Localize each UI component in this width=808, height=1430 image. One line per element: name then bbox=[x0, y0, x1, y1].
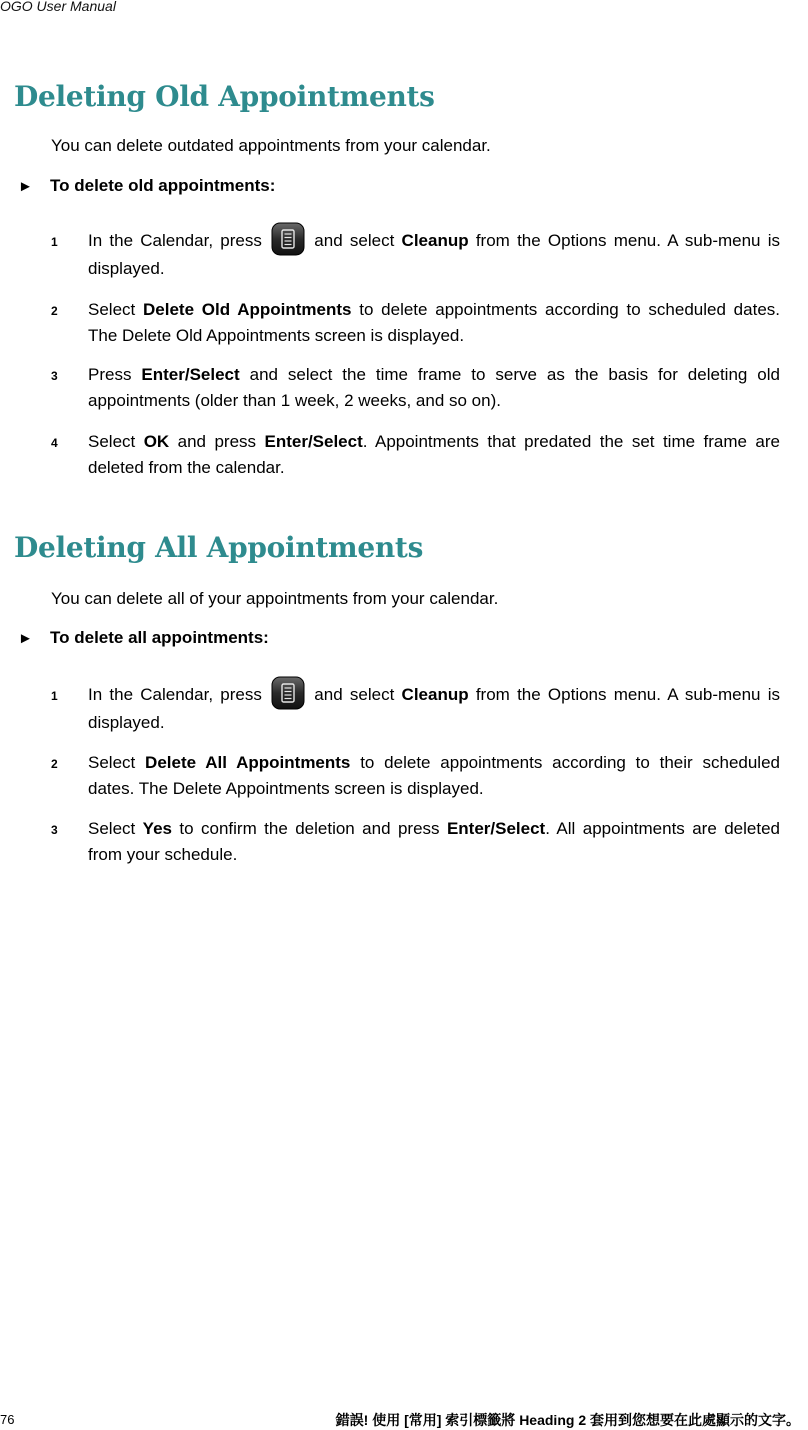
step-old-4: 4 Select OK and press Enter/Select. Appointments that predated the set time frame are deleted from the calendar. bbox=[51, 432, 780, 477]
options-menu-key-icon bbox=[271, 676, 305, 710]
procedure-arrow-icon: ► bbox=[18, 178, 33, 195]
step-old-1: 1 In the Calendar, press and select Cleanup from the Options menu. A sub-menu is displayed. bbox=[51, 228, 780, 282]
footer-error-field: 錯誤! 使用 [常用] 索引標籤將 Heading 2 套用到您想要在此處顯示的文字。 bbox=[335, 1412, 800, 1428]
procedure-title-all: ► To delete all appointments: bbox=[18, 628, 269, 647]
step-old-2: 2 Select Delete Old Appointments to delete appointments according to scheduled dates. The Delete Old Appointments screen is displayed. bbox=[51, 300, 780, 345]
procedure-arrow-icon: ► bbox=[18, 630, 33, 647]
step-all-2: 2 Select Delete All Appointments to delete appointments according to their scheduled dates. The Delete Appointments screen is displayed. bbox=[51, 753, 780, 798]
step-all-3: 3 Select Yes to confirm the deletion and press Enter/Select. All appointments are deleted from your schedule. bbox=[51, 819, 780, 864]
page-number: 76 bbox=[0, 1412, 15, 1427]
section-heading-all: Deleting All Appointments bbox=[14, 531, 424, 564]
step-all-1: 1 In the Calendar, press and select Cleanup from the Options menu. A sub-menu is displayed. bbox=[51, 682, 780, 736]
step-old-3: 3 Press Enter/Select and select the time frame to serve as the basis for deleting old appointments (older than 1 week, 2 weeks, and so on). bbox=[51, 365, 780, 410]
procedure-title-old: ► To delete old appointments: bbox=[18, 176, 276, 195]
section-intro-old: You can delete outdated appointments from your calendar. bbox=[51, 136, 491, 155]
section-intro-all: You can delete all of your appointments from your calendar. bbox=[51, 589, 499, 608]
running-header: OGO User Manual bbox=[0, 0, 116, 14]
options-menu-key-icon bbox=[271, 222, 305, 256]
section-heading-old: Deleting Old Appointments bbox=[14, 80, 435, 113]
